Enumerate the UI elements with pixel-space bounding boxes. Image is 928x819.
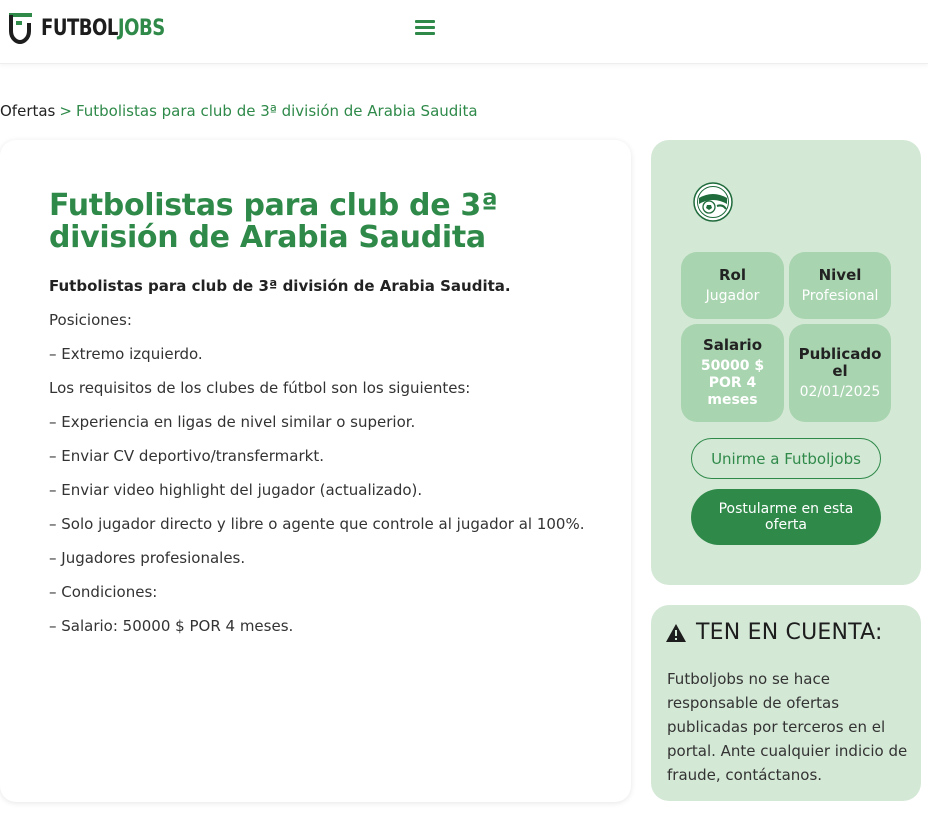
description-line: – Enviar video highlight del jugador (actualizado).	[49, 481, 423, 499]
stat-rol	[681, 252, 784, 319]
notice-text: Futboljobs no se hace responsable de ofertas publicadas por terceros en el portal. Ante cualquier indicio de fraude, contáctanos.	[667, 670, 908, 784]
stat-publicado-value: 02/01/2025	[799, 383, 881, 400]
futboljobs-logo-icon	[7, 11, 33, 45]
site-header	[0, 0, 928, 64]
breadcrumb-ofertas-link[interactable]: Ofertas	[0, 102, 56, 120]
stat-publicado-label: Publicado el	[798, 344, 882, 380]
description-line: – Solo jugador directo y libre o agente que controle al jugador al 100%.	[49, 515, 585, 533]
description-line: Futbolistas para club de 3ª división de Arabia Saudita.	[49, 277, 511, 295]
futboljobs-logo[interactable]	[7, 11, 192, 45]
job-description	[49, 276, 609, 650]
saudi-football-federation-badge-icon	[693, 182, 733, 222]
description-line: – Jugadores profesionales.	[49, 549, 246, 567]
breadcrumb	[0, 102, 478, 120]
stat-rol-value: Jugador	[705, 287, 760, 304]
breadcrumb-separator: >	[59, 102, 72, 120]
apply-offer-button[interactable]: Postularme en esta oferta	[691, 489, 881, 545]
description-line: – Extremo izquierdo.	[49, 345, 203, 363]
logo-futbol-text: FUTBOL	[41, 15, 118, 41]
logo-jobs-text: JOBS	[117, 15, 165, 41]
description-line: Posiciones:	[49, 311, 132, 329]
description-line: – Salario: 50000 $ POR 4 meses.	[49, 617, 294, 635]
description-line: – Enviar CV deportivo/transfermarkt.	[49, 447, 324, 465]
stat-publicado	[789, 324, 891, 422]
notice-header	[665, 620, 883, 645]
breadcrumb-current: Futbolistas para club de 3ª división de Arabia Saudita	[75, 102, 478, 120]
description-line: – Condiciones:	[49, 583, 158, 601]
description-line: – Experiencia en ligas de nivel similar o superior.	[49, 413, 416, 431]
logo-wordmark	[41, 16, 165, 41]
stat-nivel	[789, 252, 891, 319]
join-futboljobs-button[interactable]: Unirme a Futboljobs	[691, 438, 881, 479]
stat-salario-value: 50000 $ POR 4 meses	[700, 358, 765, 408]
stat-nivel-value: Profesional	[801, 287, 879, 304]
stat-rol-label: Rol	[719, 265, 746, 284]
warning-triangle-icon	[665, 623, 687, 643]
stat-salario	[681, 324, 784, 422]
stat-nivel-label: Nivel	[818, 265, 862, 284]
stat-salario-label: Salario	[702, 336, 763, 354]
hamburger-menu-icon[interactable]	[413, 17, 437, 39]
description-line: Los requisitos de los clubes de fútbol son los siguientes:	[49, 379, 471, 397]
notice-title: TEN EN CUENTA:	[696, 620, 883, 645]
job-title: Futbolistas para club de 3ª división de Arabia Saudita	[49, 188, 498, 255]
